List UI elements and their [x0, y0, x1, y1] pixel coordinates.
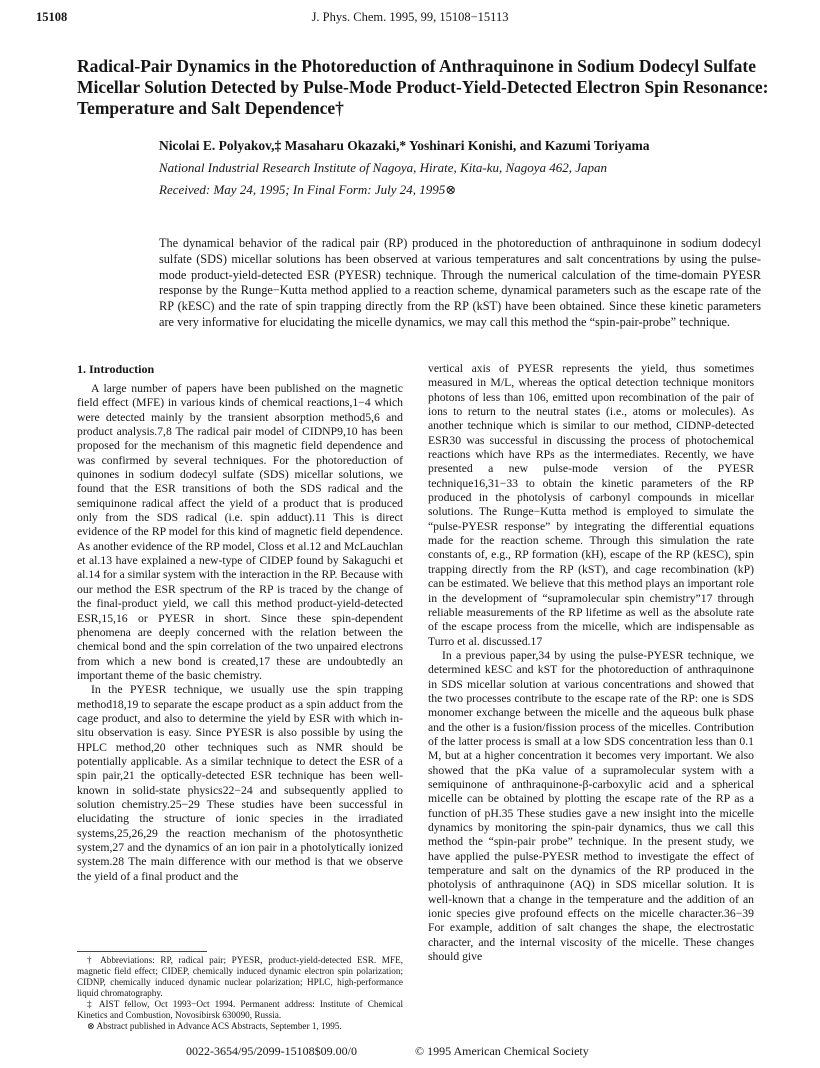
section-heading-introduction: 1. Introduction: [77, 362, 155, 376]
copyright-notice: © 1995 American Chemical Society: [415, 1044, 589, 1058]
abstract: The dynamical behavior of the radical pair (RP) produced in the photoreduction of anthraquinone in sodium dodecyl sulfate (SDS) micellar solutions has been observed at various temperatures and salt concentrations by using the pulse-mode product-yield-detected ESR (PYESR) technique. Through the numerical calculation of the time-domain PYESR response by the Runge−Kutta method applied to a reaction scheme, dynamical parameters such as the escape rate of the RP (kESC) and the rate of spin trapping directly from the RP (kST) have been obtained. Since these kinetic parameters are very informative for elucidating the micelle dynamics, we may call this method the “spin-pair-probe” technique.: [159, 236, 761, 329]
received-dates: Received: May 24, 1995; In Final Form: July 24, 1995⊗: [159, 182, 457, 197]
journal-citation: J. Phys. Chem. 1995, 99, 15108−15113: [311, 10, 509, 24]
affiliation: National Industrial Research Institute of Nagoya, Hirate, Kita-ku, Nagoya 462, Japan: [159, 160, 607, 175]
body-paragraph: vertical axis of PYESR represents the yield, thus sometimes measured in M/L, whereas the optical detection technique monitors photons of less than 106, emitted upon recombination of the pair of ions to return to the neutral states (i.e., atoms or molecules). As another technique which is similar to our method, CIDNP-detected ESR30 was successful in discussing the process of photochemical reactions which have RPs as the intermediates. Recently, we have presented a new pulse-mode version of the PYESR technique16,31−33 to obtain the kinetic parameters of the RP produced in the photolysis of carbonyl compounds in micellar solutions. The Runge−Kutta method is employed to simulate the “pulse-PYESR response” by integrating the differential equations made for the reaction scheme. Through this simulation the rate constants of, e.g., RP formation (kH), escape of the RP (kESC), spin trapping directly from the RP (kST), and cage recombination (kP) can be estimated. We believe that this method plays an important role in the development of “supramolecular spin chemistry”17 through reliable measurements of the RP lifetime as well as the absolute rate of the escape process from the micelle, which are indispensable as Turro et al. discussed.17: [428, 362, 754, 648]
body-paragraph: A large number of papers have been published on the magnetic field effect (MFE) in various kinds of chemical reactions,1−4 which were detected mainly by the transient absorption method5,6 and product analysis.7,8 The radical pair model of CIDNP9,10 has been proposed for the mechanism of this magnetic field dependence and was confirmed by several techniques. For the photoreduction of quinones in sodium dodecyl sulfate (SDS) micellar solutions, we found that the ESR transitions of both the SDS radical and the semiquinone radical affect the yield of a product that is produced only from the SDS radical (i.e. spin adduct).11 This is direct evidence of the RP model for this kind of magnetic field dependence. As another evidence of the RP model, Closs et al.12 and McLauchlan et al.13 have explained a new-type of CIDEP found by Sakaguchi et al.14 for a similar system with the interaction in the RP. Because with our method the ESR spectrum of the RP is traced by the change of the final-product yield, we call this method product-yield-detected ESR,15,16 or PYESR in short. Since these spin-dependent phenomena are deeply concerned with the relation between the chemical bond and the spin correlation of the two unpaired electrons from which a new bond is created,17 these are undoubtedly an important theme of the basic chemistry.: [77, 382, 403, 682]
right-column: [428, 362, 754, 964]
page-header: [36, 10, 784, 30]
publication-code: 0022-3654/95/2099-15108$09.00/0: [186, 1044, 357, 1058]
body-paragraph: In a previous paper,34 by using the pulse-PYESR technique, we determined kESC and kST for the photoreduction of anthraquinone in SDS micellar solution at various concentrations and showed that the two processes contribute to the escape rate of the RP: one is SDS monomer exchange between the micelle and the aqueous bulk phase and the other is a fusion/fission process of the micelles. Contribution of the latter process is small at a low SDS concentration less than 0.1 M, but at a higher concentration it becomes very important. We also showed that the pKa value of a supramolecular system with a semiquinone of anthraquinone-β-carboxylic acid and a spherical micelle can be obtained by plotting the escape rate of the RP as a function of pH.35 These studies gave a new insight into the micelle dynamics by monitoring the spin-pair dynamics, thus we call this method the “spin-pair probe” technique. In the present study, we have applied the pulse-PYESR method to investigate the effect of temperature and salt on the dynamics of the RP produced in the photolysis of anthraquinone (AQ) in SDS micellar solution. It is well-known that a change in the temperature and the addition of an ionic species give profound effects on the micelle character.36−39 For example, addition of salt changes the shape, the electrostatic character, and the internal viscosity of the micelle. These changes should give: [428, 648, 754, 964]
page-number: 15108: [36, 10, 68, 24]
footnote: ‡ AIST fellow, Oct 1993−Oct 1994. Permanent address: Institute of Chemical Kinetics and Combustion, Novosibirsk 630090, Russia.: [77, 999, 403, 1020]
footnote: † Abbreviations: RP, radical pair; PYESR, product-yield-detected ESR. MFE, magnetic field effect; CIDEP, chemically induced dynamic electron spin polarization; CIDNP, chemically induced dynamic nuclear polarization; HPLC, high-performance liquid chromatography.: [77, 955, 403, 998]
author-list: Nicolai E. Polyakov,‡ Masaharu Okazaki,* Yoshinari Konishi, and Kazumi Toriyama: [159, 138, 650, 153]
footnotes: [77, 955, 403, 1032]
left-column: [77, 362, 403, 884]
footnote: ⊗ Abstract published in Advance ACS Abstracts, September 1, 1995.: [87, 1021, 342, 1031]
paper-title: Radical-Pair Dynamics in the Photoreduction of Anthraquinone in Sodium Dodecyl Sulfate Micellar Solution Detected by Pulse-Mode Product-Yield-Detected Electron Spin Resonance: Temperature and Salt Dependence†: [77, 56, 769, 118]
footnote-divider: [77, 951, 207, 952]
body-paragraph: In the PYESR technique, we usually use the spin trapping method18,19 to separate the escape product as a spin adduct from the cage product, and also to determine the yield by ESR with which in-situ observation is easy. Since PYESR is also possible by using the HPLC method,20 other techniques such as NMR should be potentially applicable. As a similar technique to detect the ESR of a spin pair,21 the optically-detected ESR technique has been well-known in solid-state physics22−24 and subsequently applied to solution chemistry.25−29 These studies have been successful in elucidating the structure of ionic species in the irradiated systems,25,26,29 the reaction mechanism of the photosynthetic system,27 and the dynamics of an ion pair in a photolytically ionized system.28 The main difference with our method is that we observe the yield of a final product and the: [77, 683, 403, 883]
